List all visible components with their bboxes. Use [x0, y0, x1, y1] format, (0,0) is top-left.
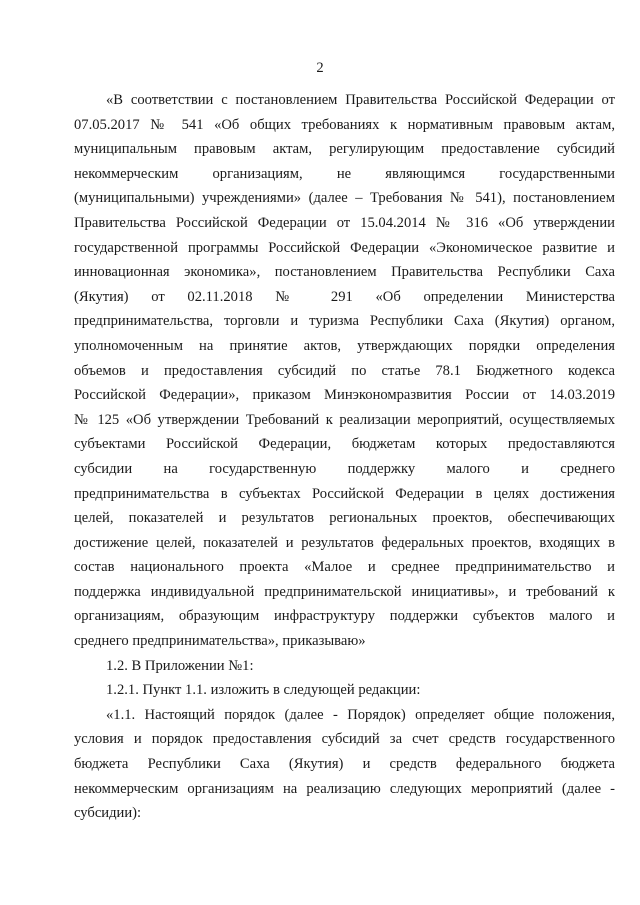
text-line: «В соответствии с постановлением Правительства Российской Федерации от — [106, 92, 615, 108]
document-body — [74, 88, 615, 826]
text-line: некоммерческим организациям, не являющимся государственными — [74, 165, 615, 182]
text-line: субсидии на государственную поддержку малого и среднего — [74, 460, 615, 477]
text-line: уполномоченным на принятие актов, утверждающих порядки определения — [74, 337, 615, 354]
text-line: достижение целей, показателей и результатов федеральных проектов, входящих в — [74, 534, 615, 551]
text-line: поддержка индивидуальной предпринимательской инициативы», и требований к — [74, 583, 615, 600]
text-line: среднего предпринимательства», приказываю» — [74, 633, 366, 650]
text-line: целей, показателей и результатов региональных проектов, обеспечивающих — [74, 510, 615, 527]
text-line: государственной программы Российской Федерации «Экономическое развитие и — [74, 239, 615, 256]
text-line: № 125 «Об утверждении Требований к реализации мероприятий, осуществляемых — [74, 411, 615, 428]
text-line: предпринимательства, торговли и туризма Республики Саха (Якутия) органом, — [74, 313, 615, 330]
text-line: организациям, образующим инфраструктуру поддержки субъектов малого и — [74, 608, 615, 625]
text-line: муниципальным правовым актам, регулирующим предоставление субсидий — [74, 141, 615, 158]
paragraph — [74, 703, 615, 826]
text-line: Правительства Российской Федерации от 15.04.2014 № 316 «Об утверждении — [74, 214, 615, 231]
text-line: предпринимательства в субъектах Российской Федерации в целях достижения — [74, 485, 615, 502]
text-line: инновационная экономика», постановлением Правительства Республики Саха — [74, 264, 615, 281]
text-line: субъектами Российской Федерации, бюджетам которых предоставляются — [74, 436, 615, 453]
paragraph — [74, 654, 615, 679]
text-line: Российской Федерации», приказом Минэкономразвития России от 14.03.2019 — [74, 387, 615, 404]
text-line: субсидии): — [74, 805, 142, 822]
text-line: некоммерческим организациям на реализацию следующих мероприятий (далее - — [74, 780, 615, 797]
text-line: 1.2. В Приложении №1: — [106, 657, 254, 674]
text-line: объемов и предоставления субсидий по статье 78.1 Бюджетного кодекса — [74, 362, 615, 379]
text-line: 1.2.1. Пункт 1.1. изложить в следующей редакции: — [106, 682, 421, 699]
text-line: условия и порядок предоставления субсидий за счет средств государственного — [74, 731, 615, 748]
text-line: бюджета Республики Саха (Якутия) и средств федерального бюджета — [74, 756, 615, 773]
text-line: состав национального проекта «Малое и среднее предпринимательство и — [74, 559, 615, 576]
paragraph — [74, 88, 615, 654]
text-line: 07.05.2017 № 541 «Об общих требованиях к нормативным правовым актам, — [74, 116, 615, 133]
paragraph — [74, 678, 615, 703]
text-line: (Якутия) от 02.11.2018 № 291 «Об определении Министерства — [74, 288, 615, 305]
page-number: 2 — [316, 60, 324, 76]
text-line: «1.1. Настоящий порядок (далее - Порядок) определяет общие положения, — [106, 706, 615, 723]
text-line: (муниципальными) учреждениями» (далее – Требования № 541), постановлением — [74, 190, 615, 207]
